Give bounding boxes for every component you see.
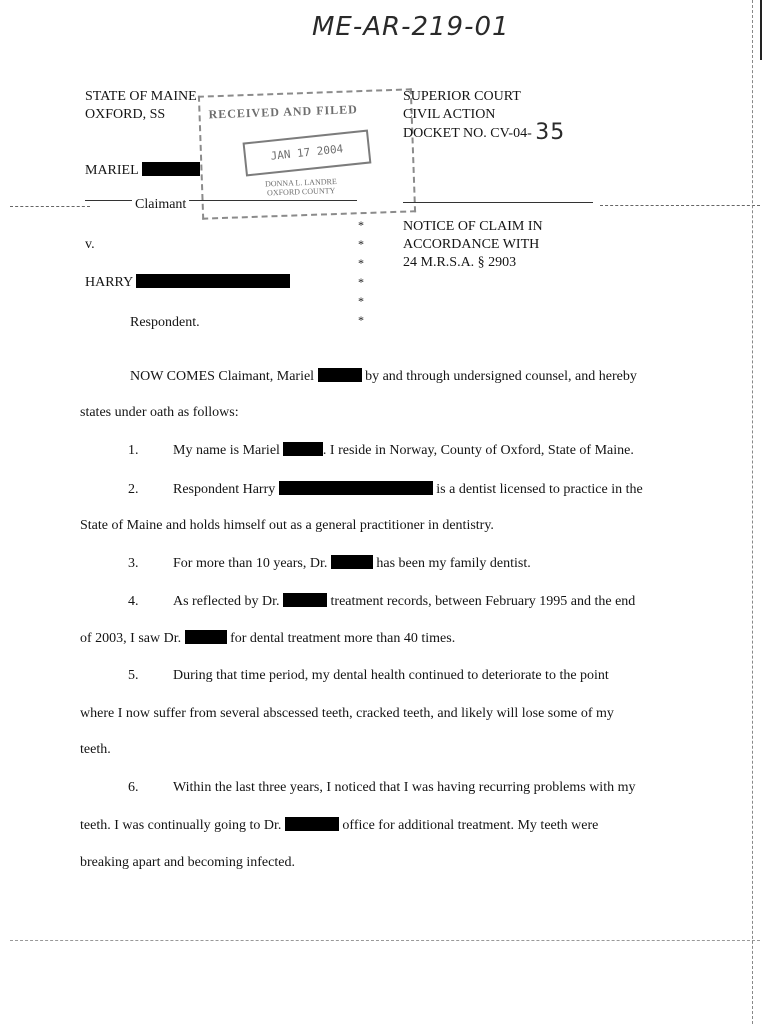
paragraph-text: My name is Mariel . I reside in Norway, County of Oxford, State of Maine. [173,443,634,458]
paragraph-text: During that time period, my dental health continued to deteriorate to the point [173,668,609,683]
scan-artifact-line [600,205,760,206]
caption-divider-star: * [358,237,364,251]
scan-artifact-line [10,940,760,941]
redaction-box [142,162,200,176]
paragraph-number: 1. [128,443,139,458]
caption-state: STATE OF MAINE [85,89,197,104]
docket-number-handwritten: 35 [535,120,566,145]
paragraph-text: teeth. I was continually going to Dr. office for additional treatment. My teeth were [80,818,599,833]
notice-title-line: NOTICE OF CLAIM IN [403,219,543,234]
caption-court: SUPERIOR COURT [403,89,521,104]
paragraph-text: For more than 10 years, Dr. has been my family dentist. [173,556,531,571]
paragraph-text: As reflected by Dr. treatment records, between February 1995 and the end [173,594,636,609]
caption-divider-star: * [358,313,364,327]
notice-title-line: 24 M.R.S.A. § 2903 [403,255,517,270]
paragraph-number: 2. [128,482,139,497]
paragraph-text: State of Maine and holds himself out as a general practitioner in dentistry. [80,518,494,533]
stamp-clerk: DONNA L. LANDRE OXFORD COUNTY [264,176,337,198]
caption-rule-left [85,200,357,201]
versus: v. [85,237,95,252]
paragraph-text: Within the last three years, I noticed that I was having recurring problems with my [173,780,636,795]
redaction-box [318,368,362,382]
caption-docket [403,120,566,145]
stamp-received-text: RECEIVED AND FILED [208,102,359,122]
paragraph-text: breaking apart and becoming infected. [80,855,295,870]
caption-county: OXFORD, SS [85,107,166,122]
redaction-box [331,555,373,569]
scan-artifact-line [10,206,90,207]
respondent-role: Respondent. [130,315,200,330]
paragraph-text: of 2003, I saw Dr. for dental treatment more than 40 times. [80,631,456,646]
scan-artifact-edge [752,0,753,1024]
intro-line: states under oath as follows: [80,405,239,420]
caption-divider-star: * [358,275,364,289]
redaction-box [185,630,227,644]
claimant-name: MARIEL [85,162,200,180]
redaction-box [283,593,327,607]
paragraph-number: 4. [128,594,139,609]
handwritten-document-id: ME-AR-219-01 [312,12,510,42]
redaction-box [285,817,339,831]
caption-divider-star: * [358,294,364,308]
redaction-box [283,442,323,456]
claimant-role: Claimant [132,196,189,214]
caption-divider-star: * [358,256,364,270]
paragraph-number: 3. [128,556,139,571]
caption-civil-action: CIVIL ACTION [403,107,496,122]
redaction-box [279,481,433,495]
paragraph-text: Respondent Harry is a dentist licensed to practice in the [173,482,643,497]
respondent-name: HARRY [85,274,290,292]
paragraph-number: 5. [128,668,139,683]
notice-title-line: ACCORDANCE WITH [403,237,540,252]
intro-line: NOW COMES Claimant, Mariel by and through undersigned counsel, and hereby [130,369,637,384]
paragraph-text: teeth. [80,742,111,757]
docket-label: DOCKET NO. CV-04- [403,126,532,141]
scan-artifact-edge [760,0,770,60]
paragraph-text: where I now suffer from several abscessed teeth, cracked teeth, and likely will lose some of my [80,706,614,721]
caption-divider-star: * [358,218,364,232]
caption-rule-right [403,202,593,203]
redaction-box [136,274,290,288]
paragraph-number: 6. [128,780,139,795]
stamp-date: JAN 17 2004 [243,130,372,177]
